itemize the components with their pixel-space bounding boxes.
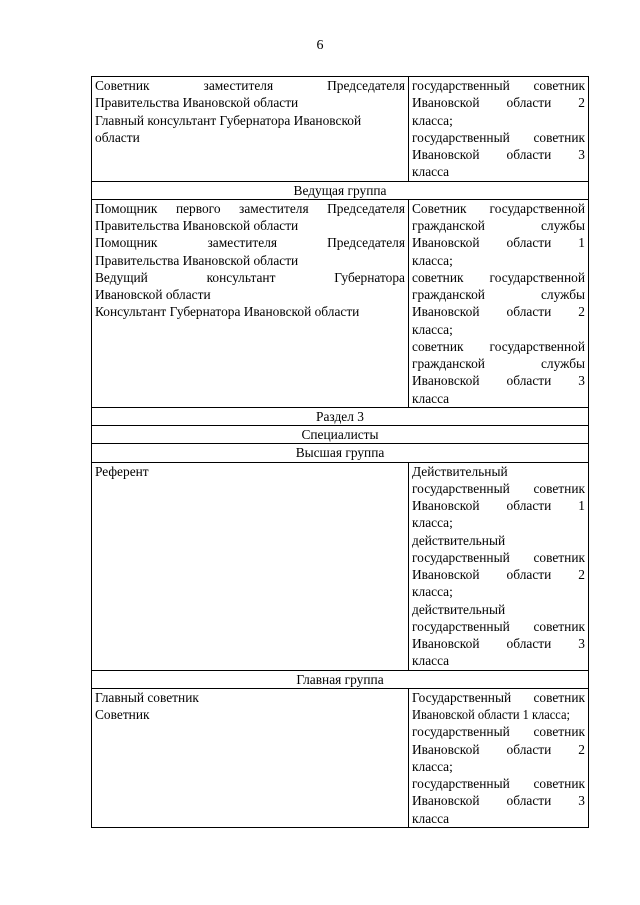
text-line: Ивановской области 2 [412,304,585,320]
rank-cell [409,77,589,182]
page-number: 6 [316,38,324,53]
text-line: класса; [412,112,453,128]
text-line: области [95,129,140,145]
text-line: советник государственной [412,269,585,285]
text-line: класса; [412,515,453,531]
text-line: Главный советник [95,689,199,705]
text-line: государственный советник [412,78,585,93]
position-cell [92,77,409,182]
text-line: действительный [412,601,506,617]
text-line: класса; [412,252,453,268]
section-heading: Раздел 3 [92,407,589,425]
text-line: Ивановской области 3 [412,636,585,651]
text-line: советник государственной [412,338,585,354]
text-line: Ивановской области [95,287,211,302]
text-line: гражданской службы [412,287,585,302]
text-line [412,706,585,723]
text-line: Помощник заместителя Председателя [95,235,405,251]
table-row [92,688,589,827]
position-cell [92,462,409,670]
rank-cell [409,462,589,670]
text-line: Действительный [412,463,508,479]
text-line: Консультант Губернатора Ивановской области [95,304,360,320]
text-line: класса; [412,584,453,600]
text-line: Ивановской области 2 [412,567,585,582]
text-line: Ивановской области 2 [412,95,585,111]
text-line: Советник государственной [412,200,585,216]
category-heading: Специалисты [92,426,589,444]
text-line: Ивановской области 3 [412,147,585,162]
text-line: государственный советник [412,724,585,740]
rank-cell [409,688,589,827]
text-line: Ивановской области 1 [412,498,585,513]
text-line: класса [412,164,450,180]
table-row [92,181,589,199]
text-line: действительный [412,532,506,548]
text-line: государственный советник [412,549,585,565]
text-line: Ивановской области 1 [412,235,585,251]
text-line: Ивановской области 3 [412,373,585,389]
text-line: Ивановской области 3 [412,793,585,809]
text-line: класса [412,810,450,826]
text-line: Референт [95,463,149,479]
text-line: государственный советник [412,776,585,791]
condensed-text: Ивановской области 1 класса; [412,707,570,722]
text-line: класса; [412,758,453,774]
group-heading: Высшая группа [92,444,589,462]
text-line: класса [412,390,450,406]
text-line: государственный советник [412,618,585,634]
text-line: государственный советник [412,480,585,496]
text-line: Советник [95,707,150,722]
table-row [92,407,589,425]
text-line: Правительства Ивановской области [95,218,299,233]
text-line: Государственный советник [412,689,585,705]
group-heading: Ведущая группа [92,181,589,199]
text-line: гражданской службы [412,218,585,233]
positions-table [91,76,589,828]
table-row [92,426,589,444]
text-line: гражданской службы [412,356,585,371]
text-line: Ведущий консультант Губернатора [95,269,405,285]
table-row [92,199,589,407]
table-row [92,77,589,182]
text-line: Помощник первого заместителя Председателя [95,200,405,216]
group-heading: Главная группа [92,670,589,688]
text-line: класса; [412,321,453,337]
text-line: Правительства Ивановской области [95,252,299,268]
position-cell [92,199,409,407]
table-row [92,670,589,688]
text-line: класса [412,653,450,669]
position-cell [92,688,409,827]
text-line: Ивановской области 2 [412,741,585,757]
table-row [92,444,589,462]
text-line: государственный советник [412,129,585,145]
text-line: Советник заместителя Председателя [95,78,405,93]
rank-cell [409,199,589,407]
text-line: Главный консультант Губернатора Ивановской [95,112,362,128]
table-row [92,462,589,670]
text-line: Правительства Ивановской области [95,95,299,111]
